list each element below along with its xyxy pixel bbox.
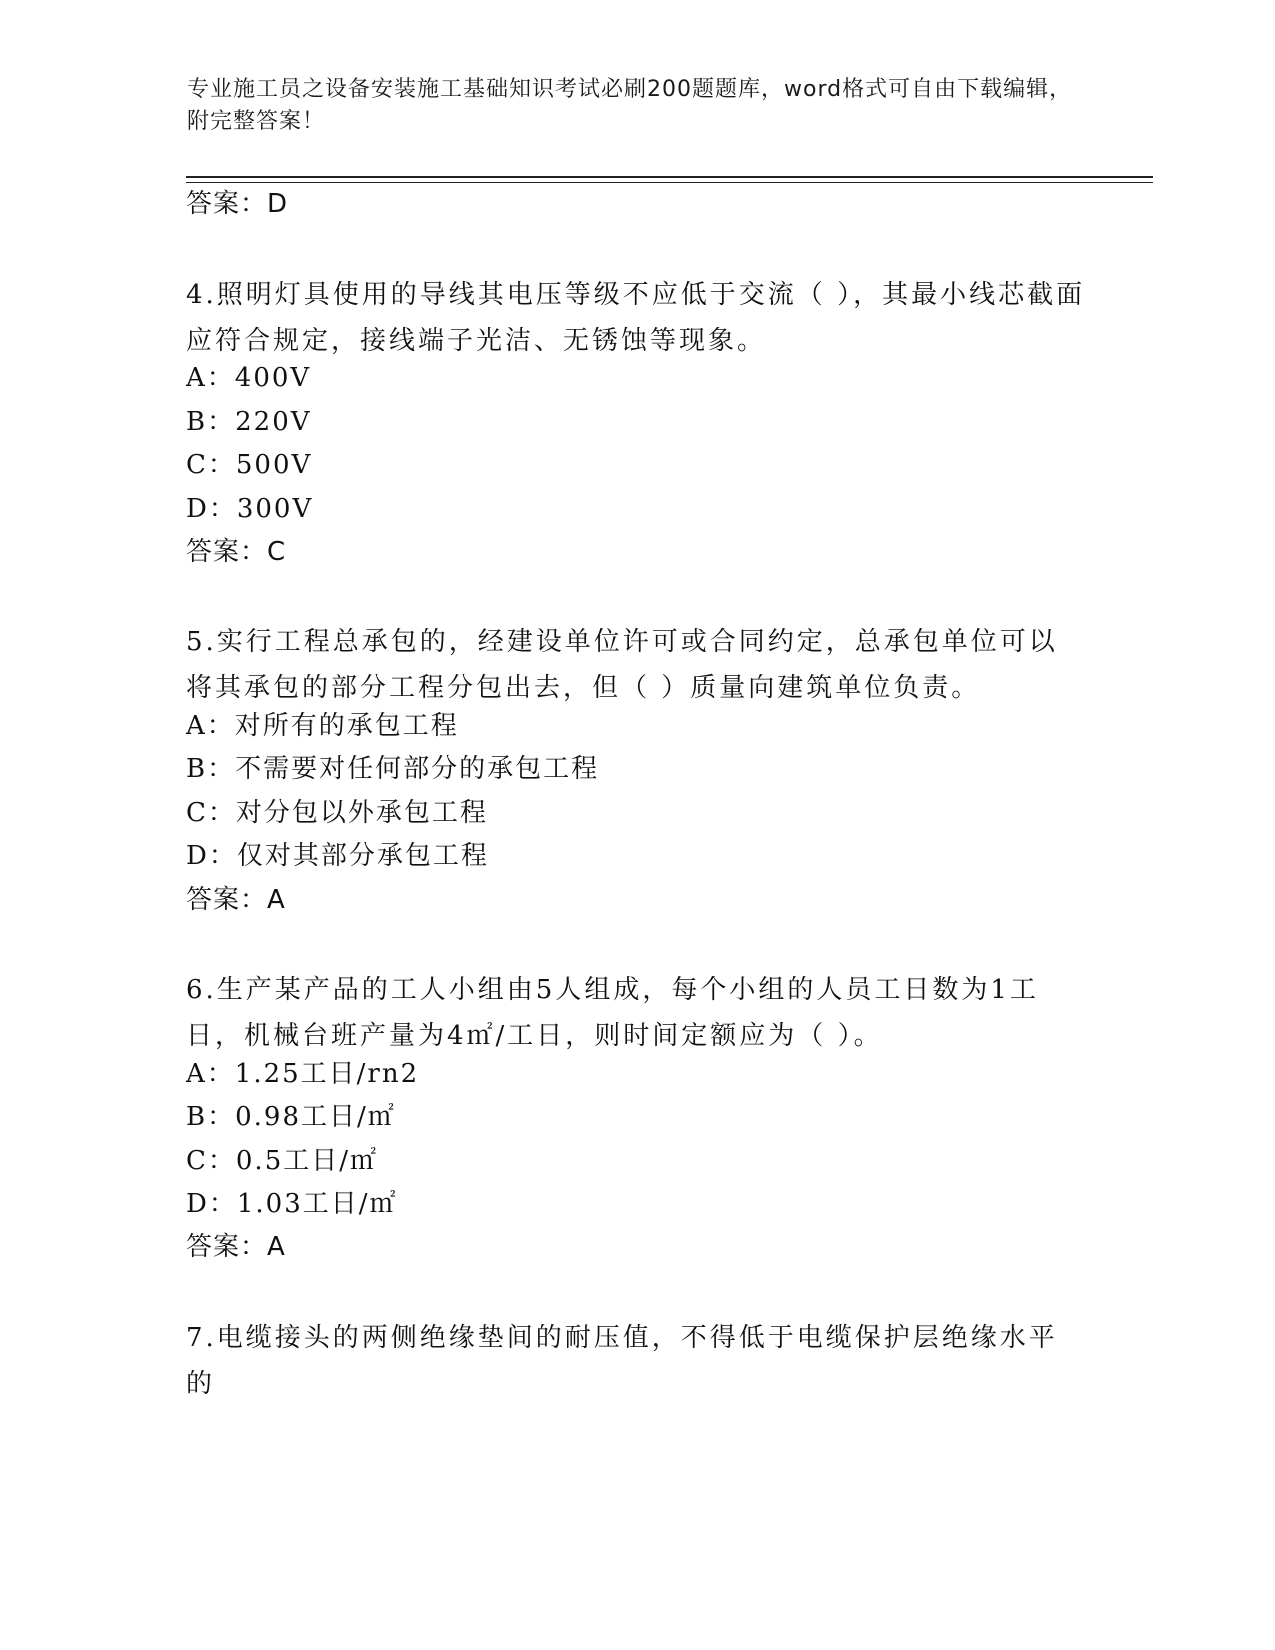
question-5-option-a: A：对所有的承包工程 [186, 711, 459, 741]
question-4-text: 4.照明灯具使用的导线其电压等级不应低于交流（ ），其最小线芯截面应符合规定，接线端子光洁、无锈蚀等现象。 [186, 280, 1086, 356]
question-4-option-d: D：300V [186, 494, 314, 524]
question-6-option-c: C：0.5工日/㎡ [186, 1146, 379, 1176]
question-7-text: 7.电缆接头的两侧绝缘垫间的耐压值，不得低于电缆保护层绝缘水平的 [186, 1323, 1058, 1399]
document-header: 专业施工员之设备安装施工基础知识考试必刷200题题库，word格式可自由下载编辑，附完整答案！ [187, 77, 1073, 134]
question-4-answer: 答案：C [186, 537, 287, 567]
question-5-option-c: C：对分包以外承包工程 [186, 798, 488, 828]
question-4-option-b: B：220V [186, 407, 312, 437]
question-6-option-b: B：0.98工日/㎡ [186, 1102, 396, 1132]
question-6-text: 6.生产某产品的工人小组由5人组成，每个小组的人员工日数为1工日，机械台班产量为4㎡/工日，则时间定额应为（ ）。 [186, 975, 1039, 1051]
header-divider-thin [186, 182, 1153, 183]
question-5-text: 5.实行工程总承包的，经建设单位许可或合同约定，总承包单位可以将其承包的部分工程分包出去，但（ ）质量向建筑单位负责。 [186, 627, 1058, 703]
question-6-answer: 答案：A [186, 1232, 286, 1262]
question-6-option-a: A：1.25工日/rn2 [186, 1059, 420, 1089]
question-5-answer: 答案：A [186, 885, 286, 915]
question-6-option-d: D：1.03工日/㎡ [186, 1189, 398, 1219]
question-5-option-b: B：不需要对任何部分的承包工程 [186, 754, 600, 784]
answer-prev: 答案：D [186, 189, 289, 219]
question-5-option-d: D：仅对其部分承包工程 [186, 841, 489, 871]
question-4-option-a: A：400V [186, 363, 312, 393]
header-divider [186, 176, 1153, 178]
question-4-option-c: C：500V [186, 450, 313, 480]
